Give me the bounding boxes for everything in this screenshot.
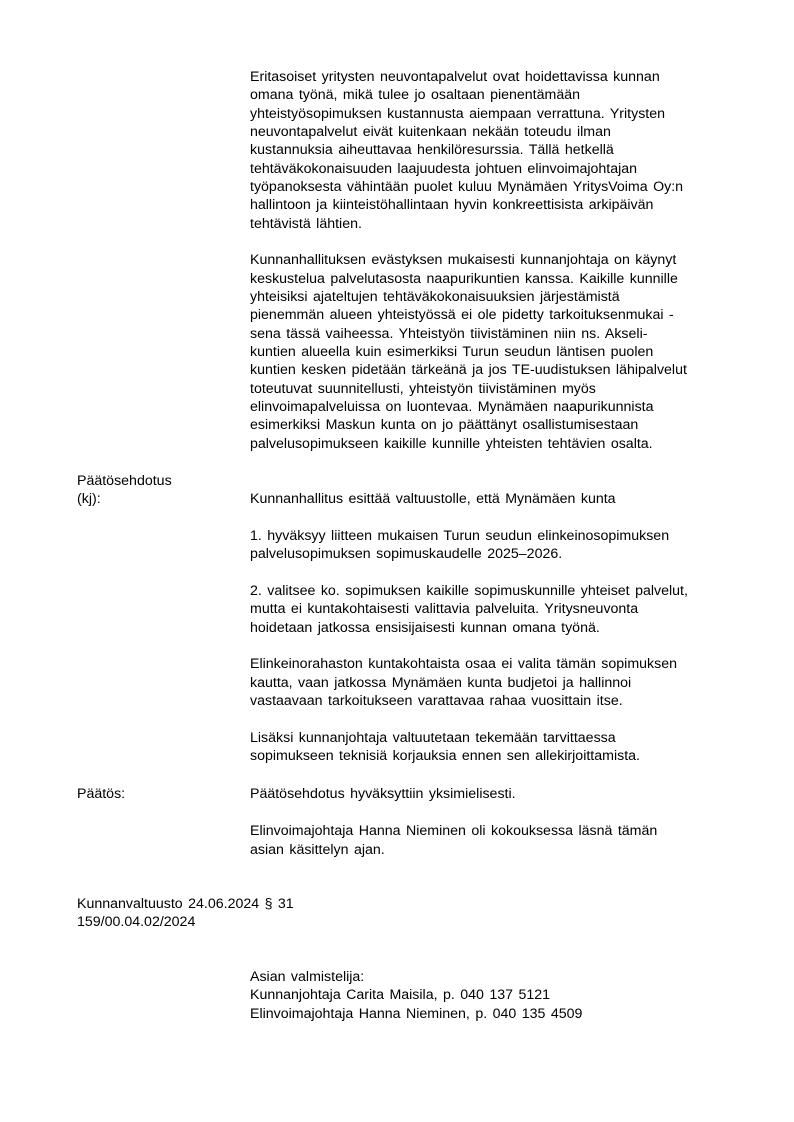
text-line: yhteistyösopimuksen kustannusta aiempaan verrattuna. Yritysten	[250, 106, 666, 122]
extra-paragraph: sopimukseen teknisiä korjauksia ennen sen allekirjoittamista.	[250, 748, 640, 764]
proposal-label-suffix: (kj):	[77, 491, 101, 507]
text-line: toteutuvat suunnitellusti, yhteistyön tiivistäminen myös	[250, 381, 596, 397]
decision-text: Päätösehdotus hyväksyttiin yksimielisesti.	[250, 786, 516, 802]
proposal-item-1: 1. hyväksyy liitteen mukaisen Turun seudun elinkeinosopimuksen	[250, 528, 670, 544]
fund-paragraph: kautta, vaan jatkossa Mynämäen kunta budjetoi ja hallinnoi	[250, 675, 632, 691]
preparer-contact: Kunnanjohtaja Carita Maisila, p. 040 137 5121	[250, 987, 551, 1003]
preparer-contact: Elinvoimajohtaja Hanna Nieminen, p. 040 135 4509	[250, 1006, 583, 1022]
text-line: kustannuksia aiheuttavaa henkilöresurssia. Tällä hetkellä	[250, 142, 614, 158]
proposal-item-2: hoidetaan jatkossa ensisijaisesti kunnan omana työnä.	[250, 620, 600, 636]
text-line: keskustelua palvelutasosta naapurikuntien kanssa. Kaikille kunnille	[250, 271, 678, 287]
decision-label: Päätös:	[77, 786, 126, 802]
fund-paragraph: Elinkeinorahaston kuntakohtaista osaa ei valita tämän sopimuksen	[250, 656, 677, 672]
council-meeting: Kunnanvaltuusto 24.06.2024 § 31	[77, 896, 294, 912]
council-record-number: 159/00.04.02/2024	[77, 914, 196, 930]
text-line: yhteisiksi ajateltujen tehtäväkokonaisuuksien järjestämistä	[250, 289, 620, 305]
fund-paragraph: vastaavaan tarkoitukseen varattavaa rahaa vuosittain itse.	[250, 693, 623, 709]
proposal-item-2: 2. valitsee ko. sopimuksen kaikille sopimuskunnille yhteiset palvelut,	[250, 583, 688, 599]
text-line: esimerkiksi Maskun kunta on jo päättänyt osallistumisestaan	[250, 417, 639, 433]
text-line: tehtävistä lähtien.	[250, 216, 362, 232]
proposal-item-1: palvelusopimuksen sopimuskaudelle 2025–2026.	[250, 546, 563, 562]
text-line: palvelusopimukseen kaikille kunnille yhteisten tehtävien osalta.	[250, 436, 653, 452]
text-line: hallintoon ja kiinteistöhallintaan hyvin konkreettisista arkipäivän	[250, 197, 654, 213]
text-line: työpanoksesta vähintään puolet kuluu Mynämäen YritysVoima Oy:n	[250, 179, 684, 195]
proposal-intro: Kunnanhallitus esittää valtuustolle, että Mynämäen kunta	[250, 491, 616, 507]
proposal-item-2: mutta ei kuntakohtaisesti valittavia palveluita. Yritysneuvonta	[250, 601, 639, 617]
text-line: sena tässä vaiheessa. Yhteistyön tiivistäminen niin ns. Akseli-	[250, 326, 648, 342]
text-line: elinvoimapalveluissa on luontevaa. Mynämäen naapurikunnista	[250, 399, 654, 415]
text-line: neuvontapalvelut eivät kuitenkaan nekään toteudu ilman	[250, 124, 611, 140]
text-line: tehtäväkokonaisuuden laajuudesta johtuen elinvoimajohtajan	[250, 161, 638, 177]
text-line: pienemmän alueen yhteistyössä ei ole pidetty tarkoituksenmukai -	[250, 307, 674, 323]
decision-note: Elinvoimajohtaja Hanna Nieminen oli kokouksessa läsnä tämän	[250, 823, 658, 839]
text-line: Kunnanhallituksen evästyksen mukaisesti kunnanjohtaja on käynyt	[250, 252, 677, 268]
proposal-label: Päätösehdotus	[77, 473, 172, 489]
text-line: kuntien alueella kuin esimerkiksi Turun seudun läntisen puolen	[250, 344, 654, 360]
preparer-heading: Asian valmistelija:	[250, 969, 365, 985]
extra-paragraph: Lisäksi kunnanjohtaja valtuutetaan tekemään tarvittaessa	[250, 730, 616, 746]
text-line: Eritasoiset yritysten neuvontapalvelut ovat hoidettavissa kunnan	[250, 69, 660, 85]
text-line: omana työnä, mikä tulee jo osaltaan pienentämään	[250, 87, 581, 103]
text-line: kuntien kesken pidetään tärkeänä ja jos TE-uudistuksen lähipalvelut	[250, 362, 687, 378]
decision-note: asian käsittelyn ajan.	[250, 842, 385, 858]
